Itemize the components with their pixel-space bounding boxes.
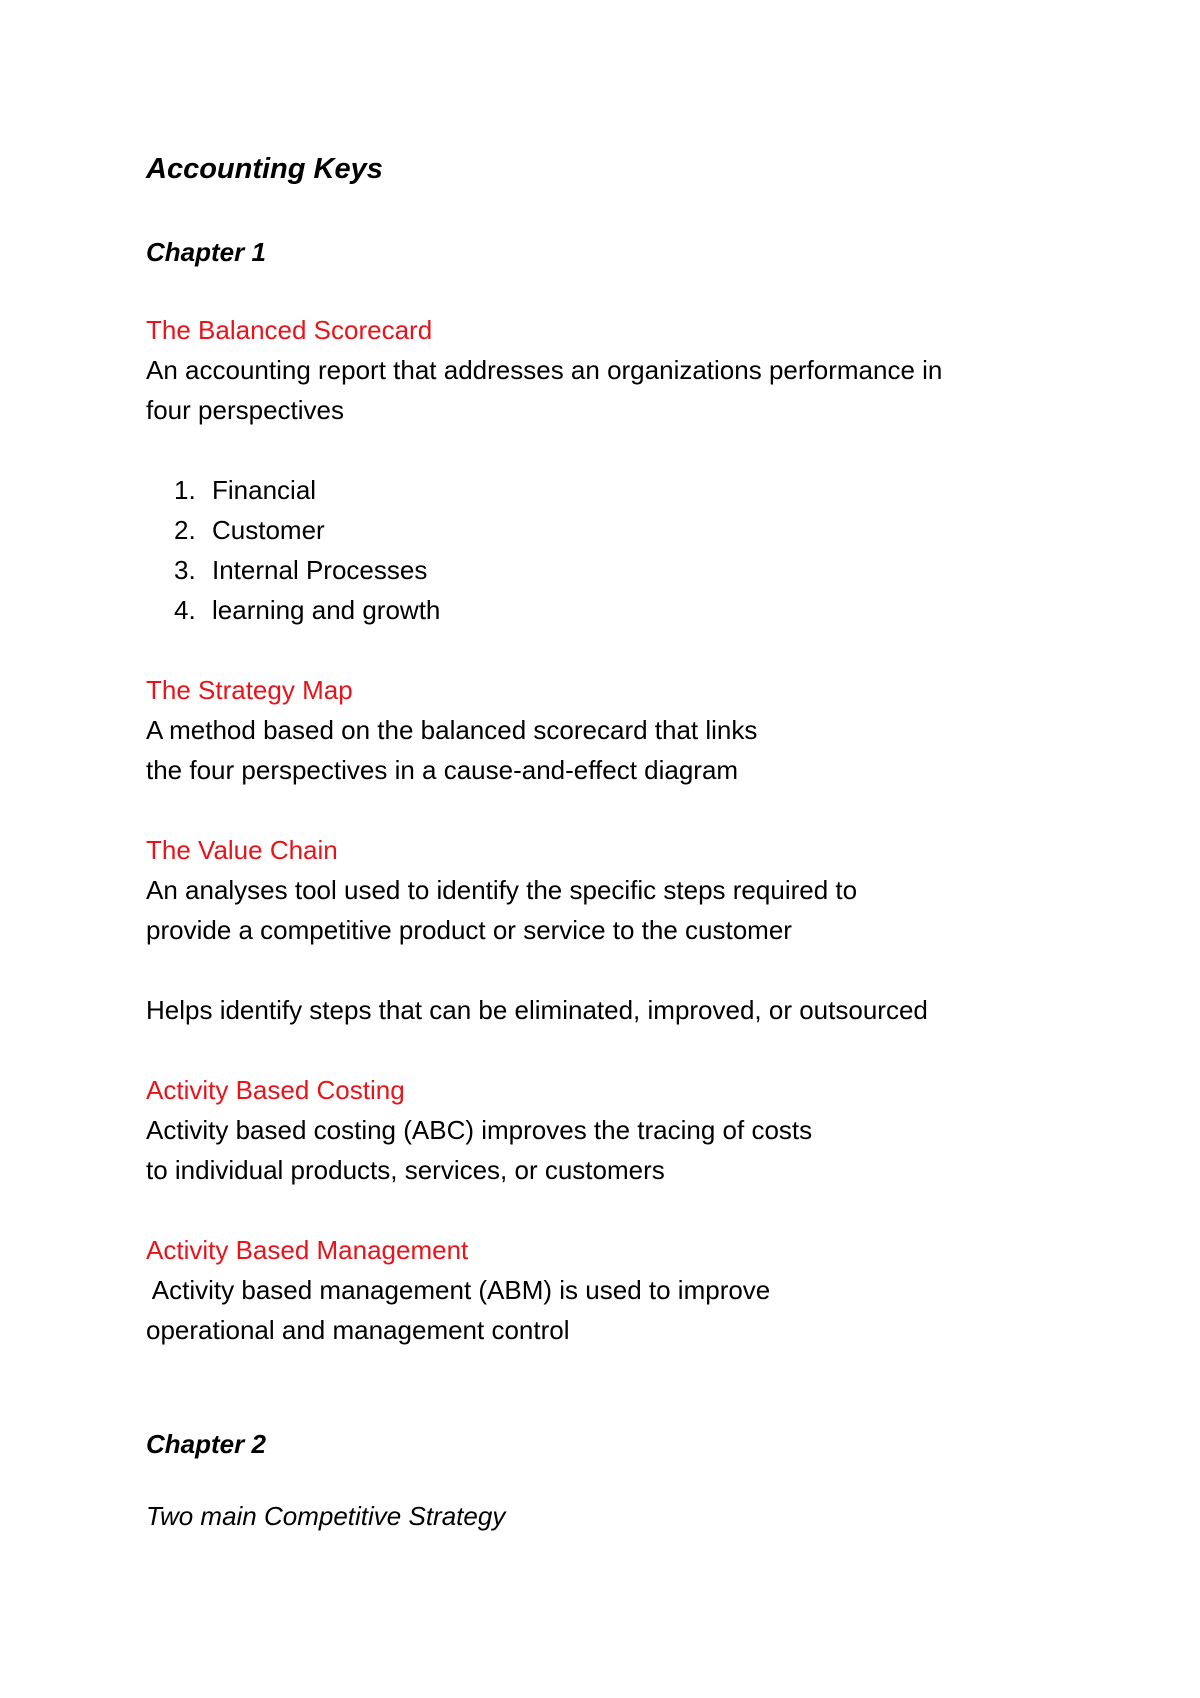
balanced-scorecard-line-2: four perspectives [146,395,344,425]
abm-line-2: operational and management control [146,1315,570,1345]
value-chain-line-1: An analyses tool used to identify the specific steps required to [146,875,858,905]
strategy-map-heading: The Strategy Map [146,675,353,705]
value-chain-line-2: provide a competitive product or service to the customer [146,915,792,945]
list-item [174,474,316,506]
strategy-map-line-2: the four perspectives in a cause-and-effect diagram [146,755,739,785]
balanced-scorecard-line-1: An accounting report that addresses an organizations performance in [146,355,943,385]
value-chain-line-3: Helps identify steps that can be eliminated, improved, or outsourced [146,995,928,1025]
list-item [174,554,427,586]
list-item-text: Internal Processes [212,555,428,585]
list-item [174,594,440,626]
list-item-number: 2. [174,515,196,545]
value-chain-heading: The Value Chain [146,835,338,865]
list-item [174,514,325,546]
chapter-1-label: Chapter 1 [146,237,266,267]
document-title: Accounting Keys [146,153,383,185]
list-item-text: learning and growth [212,595,441,625]
list-item-number: 3. [174,555,196,585]
abc-line-1: Activity based costing (ABC) improves the tracing of costs [146,1115,813,1145]
chapter-2-subtitle: Two main Competitive Strategy [146,1501,506,1531]
abm-heading: Activity Based Management [146,1235,469,1265]
abc-line-2: to individual products, services, or customers [146,1155,665,1185]
abm-line-1: Activity based management (ABM) is used to improve [146,1275,771,1305]
strategy-map-line-1: A method based on the balanced scorecard that links [146,715,758,745]
abc-heading: Activity Based Costing [146,1075,405,1105]
list-item-number: 4. [174,595,196,625]
chapter-2-label: Chapter 2 [146,1429,266,1459]
list-item-number: 1. [174,475,196,505]
balanced-scorecard-heading: The Balanced Scorecard [146,315,433,345]
list-item-text: Customer [212,515,325,545]
list-item-text: Financial [212,475,317,505]
